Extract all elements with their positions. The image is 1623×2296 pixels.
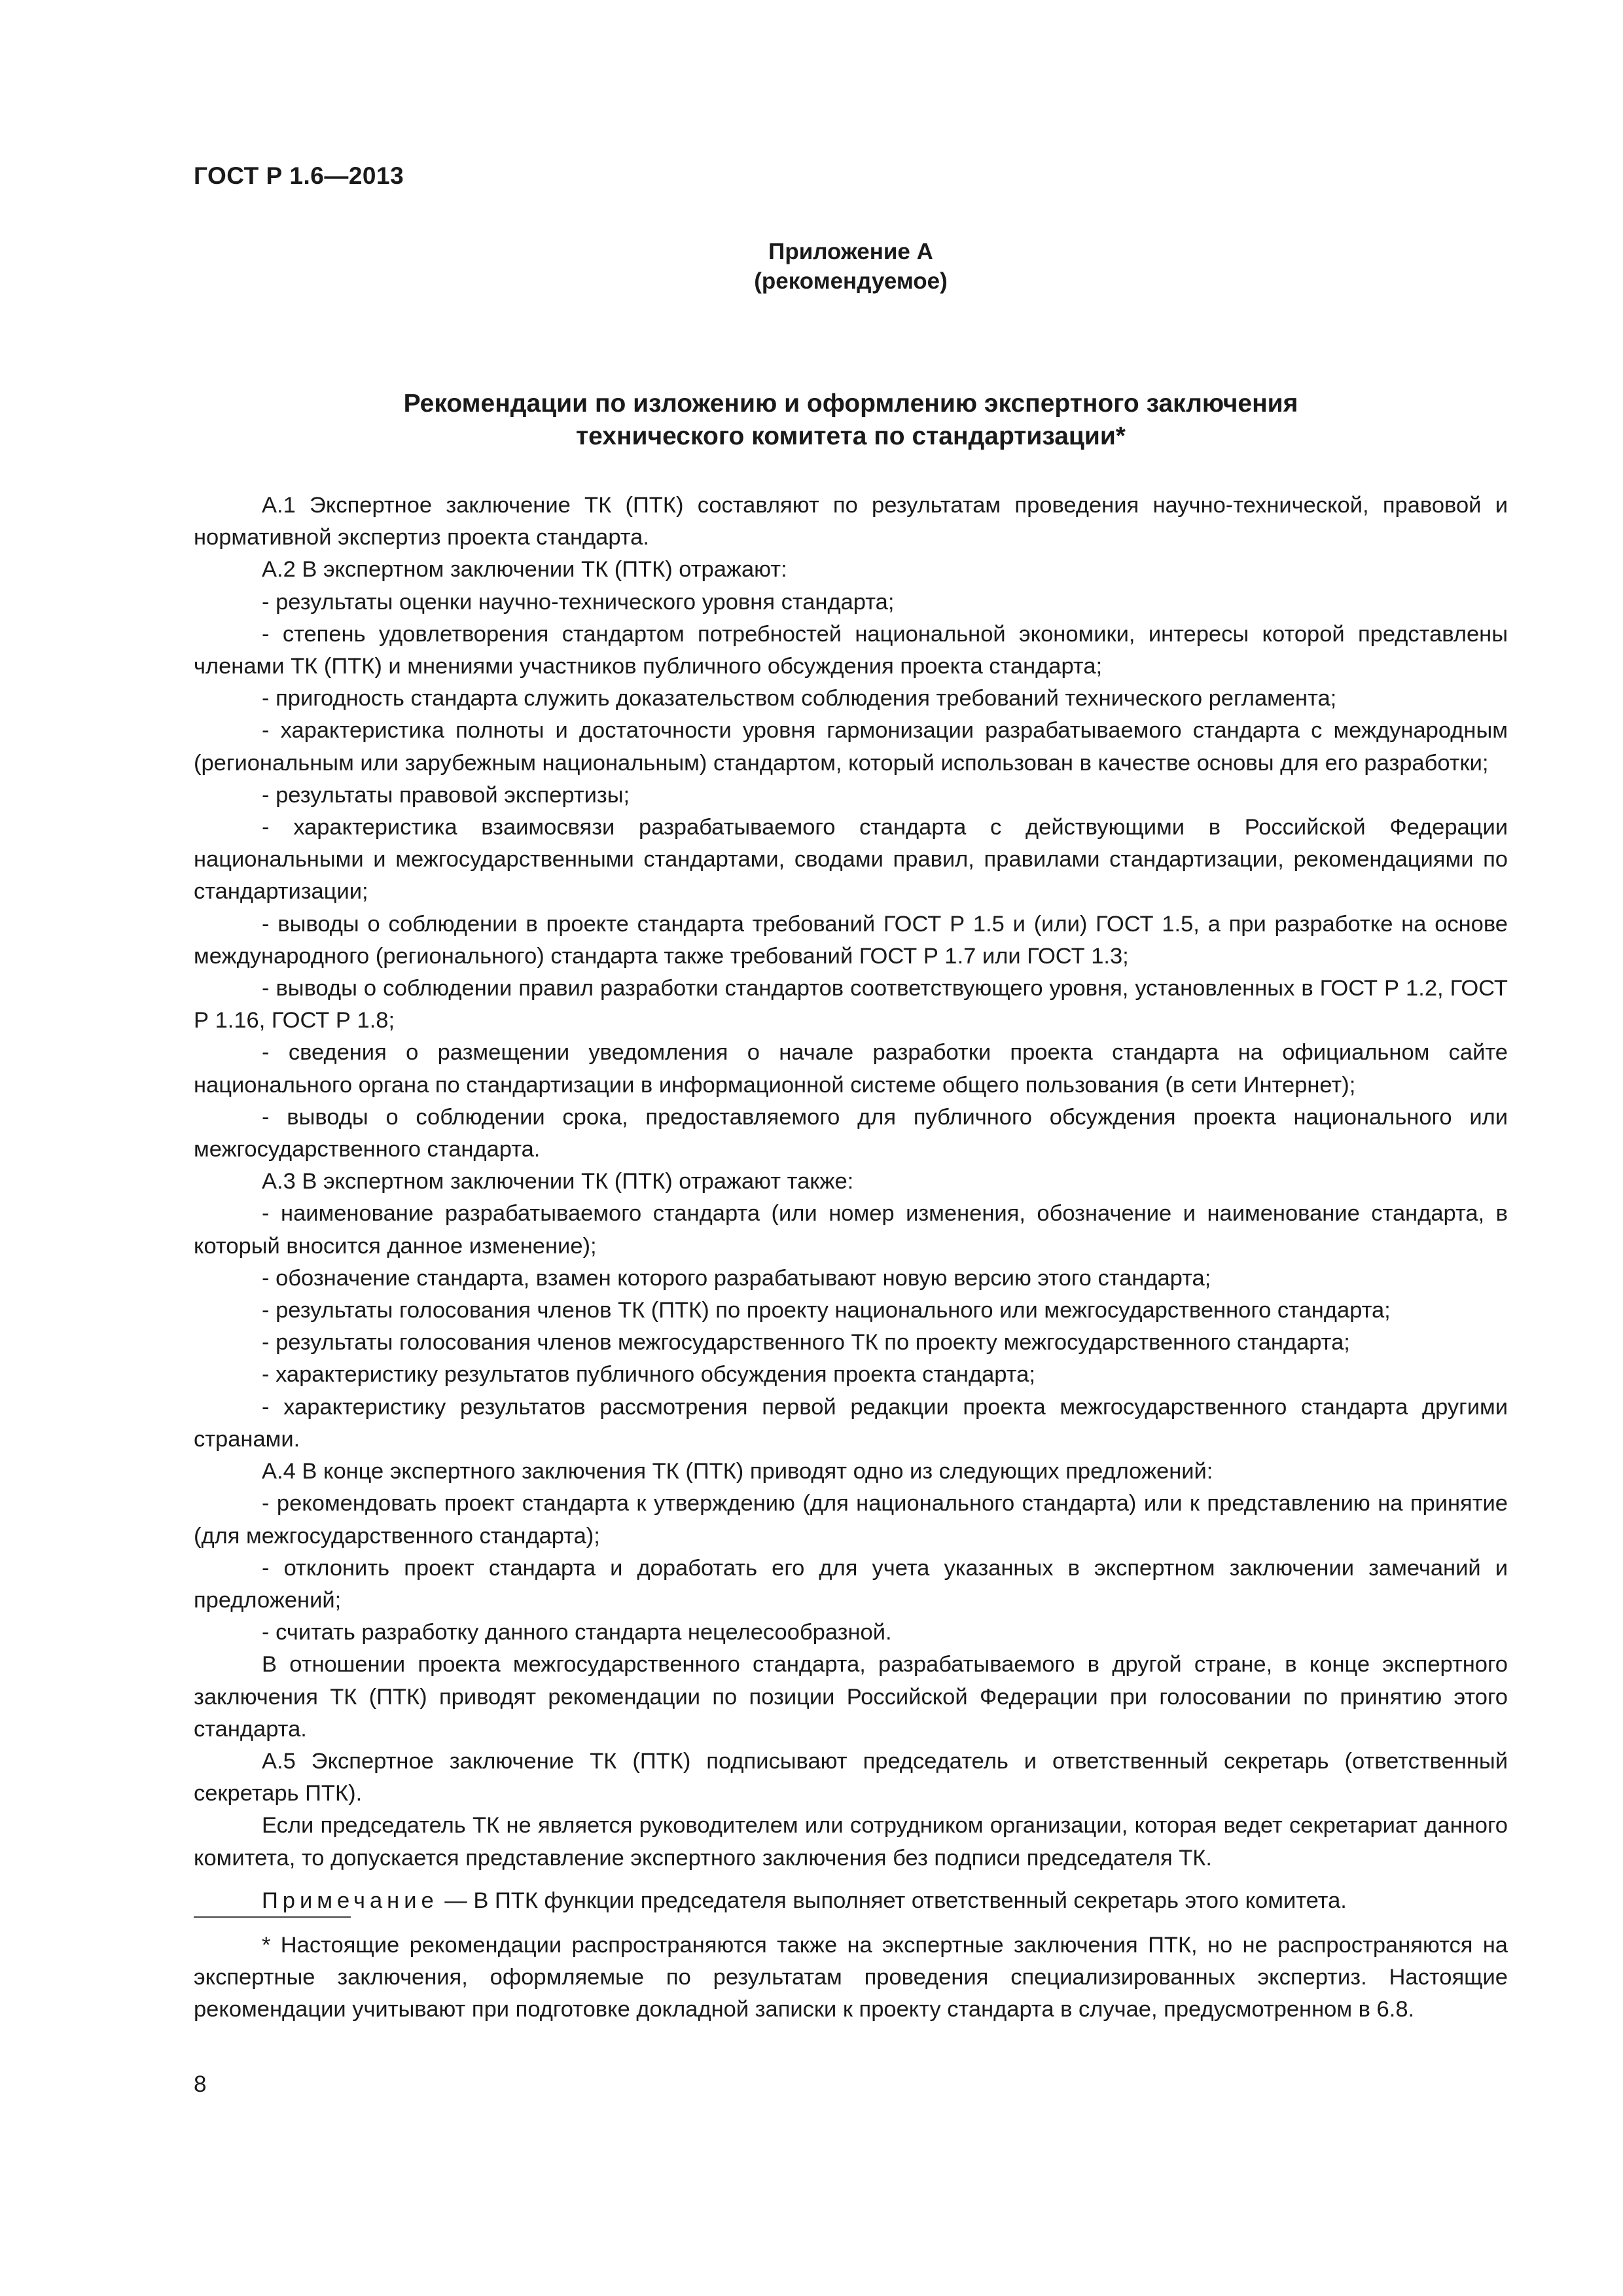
- paragraph: А.2 В экспертном заключении ТК (ПТК) отражают:: [262, 557, 787, 583]
- appendix-title: Приложение А: [768, 239, 933, 264]
- page-number: 8: [194, 2072, 207, 2097]
- list-item: - результаты правовой экспертизы;: [262, 782, 630, 808]
- note-label: Примечание: [262, 1888, 438, 1913]
- standard-designation: ГОСТ Р 1.6—2013: [194, 162, 404, 189]
- paragraph: А.4 В конце экспертного заключения ТК (ПТК) приводят одно из следующих предложений:: [262, 1459, 1213, 1484]
- paragraph: А.3 В экспертном заключении ТК (ПТК) отражают также:: [262, 1169, 854, 1194]
- section-title-line-2: технического комитета по стандартизации*: [575, 422, 1126, 450]
- note: [194, 1885, 1508, 1917]
- list-item: - результаты голосования членов межгосударственного ТК по проекту межгосударственного стандарта;: [262, 1330, 1350, 1355]
- list-item: - отклонить проект стандарта и доработать его для учета указанных в экспертном заключении замечаний и предложений;: [194, 1555, 1508, 1613]
- list-item: - результаты голосования членов ТК (ПТК) по проекту национального или межгосударственного стандарта;: [262, 1298, 1391, 1323]
- list-item: - характеристика взаимосвязи разрабатываемого стандарта с действующими в Российской Федерации национальными и межгосударственными стандартами, сводами правил, правилами стандартизации, рекомендациями по стандартизации;: [194, 815, 1508, 905]
- appendix-heading: [0, 237, 1623, 296]
- list-item: - выводы о соблюдении срока, предоставляемого для публичного обсуждения проекта национального или межгосударственного стандарта.: [194, 1104, 1508, 1162]
- note-text: — В ПТК функции председателя выполняет ответственный секретарь этого комитета.: [438, 1888, 1347, 1913]
- list-item: - выводы о соблюдении правил разработки стандартов соответствующего уровня, установленных в ГОСТ Р 1.2, ГОСТ Р 1.16, ГОСТ Р 1.8;: [194, 976, 1508, 1033]
- paragraph: А.5 Экспертное заключение ТК (ПТК) подписывают председатель и ответственный секретарь (ответственный секретарь ПТК).: [194, 1748, 1508, 1806]
- paragraph: А.1 Экспертное заключение ТК (ПТК) составляют по результатам проведения научно-технической, правовой и нормативной экспертиз проекта стандарта.: [194, 493, 1508, 550]
- list-item: - результаты оценки научно-технического уровня стандарта;: [262, 589, 895, 615]
- section-title: [0, 387, 1623, 453]
- list-item: - характеристику результатов рассмотрения первой редакции проекта межгосударственного стандарта другими странами.: [194, 1394, 1508, 1452]
- list-item: - рекомендовать проект стандарта к утверждению (для национального стандарта) или к представлению на принятие (для межгосударственного стандарта);: [194, 1491, 1508, 1549]
- paragraph: Если председатель ТК не является руководителем или сотрудником организации, которая ведет секретариат данного комитета, то допускается представление экспертного заключения без подписи председателя ТК.: [194, 1813, 1508, 1871]
- list-item: - наименование разрабатываемого стандарта (или номер изменения, обозначение и наименование стандарта, в который вносится данное изменение);: [194, 1201, 1508, 1259]
- footnote-divider: [194, 1916, 351, 1918]
- list-item: - характеристику результатов публичного обсуждения проекта стандарта;: [262, 1362, 1035, 1388]
- body-text: [194, 490, 1508, 1917]
- list-item: - обозначение стандарта, взамен которого разрабатывают новую версию этого стандарта;: [262, 1265, 1211, 1291]
- appendix-status: (рекомендуемое): [754, 268, 948, 294]
- footnote-text: * Настоящие рекомендации распространяются также на экспертные заключения ПТК, но не распространяются на экспертные заключения, оформляемые по результатам проведения специализированных экспертиз. Настоящие рекомендации учитывают при подготовке докладной записки к проекту стандарта в случае, предусмотренном в 6.8.: [194, 1933, 1508, 2022]
- footnote: [194, 1929, 1508, 2026]
- list-item: - пригодность стандарта служить доказательством соблюдения требований технического регламента;: [262, 686, 1337, 711]
- list-item: - характеристика полноты и достаточности уровня гармонизации разрабатываемого стандарта с международным (региональным или зарубежным национальным) стандартом, который использован в качестве основы для его разработки;: [194, 718, 1508, 776]
- list-item: - сведения о размещении уведомления о начале разработки проекта стандарта на официальном сайте национального органа по стандартизации в информационной системе общего пользования (в сети Интернет);: [194, 1040, 1508, 1098]
- list-item: - степень удовлетворения стандартом потребностей национальной экономики, интересы которой представлены членами ТК (ПТК) и мнениями участников публичного обсуждения проекта стандарта;: [194, 621, 1508, 679]
- list-item: - выводы о соблюдении в проекте стандарта требований ГОСТ Р 1.5 и (или) ГОСТ 1.5, а при разработке на основе международного (регионального) стандарта также требований ГОСТ Р 1.7 или ГОСТ 1.3;: [194, 911, 1508, 969]
- paragraph: В отношении проекта межгосударственного стандарта, разрабатываемого в другой стране, в конце экспертного заключения ТК (ПТК) приводят рекомендации по позиции Российской Федерации при голосовании по принятию этого стандарта.: [194, 1652, 1508, 1742]
- list-item: - считать разработку данного стандарта нецелесообразной.: [262, 1620, 892, 1645]
- section-title-line-1: Рекомендации по изложению и оформлению экспертного заключения: [403, 389, 1298, 418]
